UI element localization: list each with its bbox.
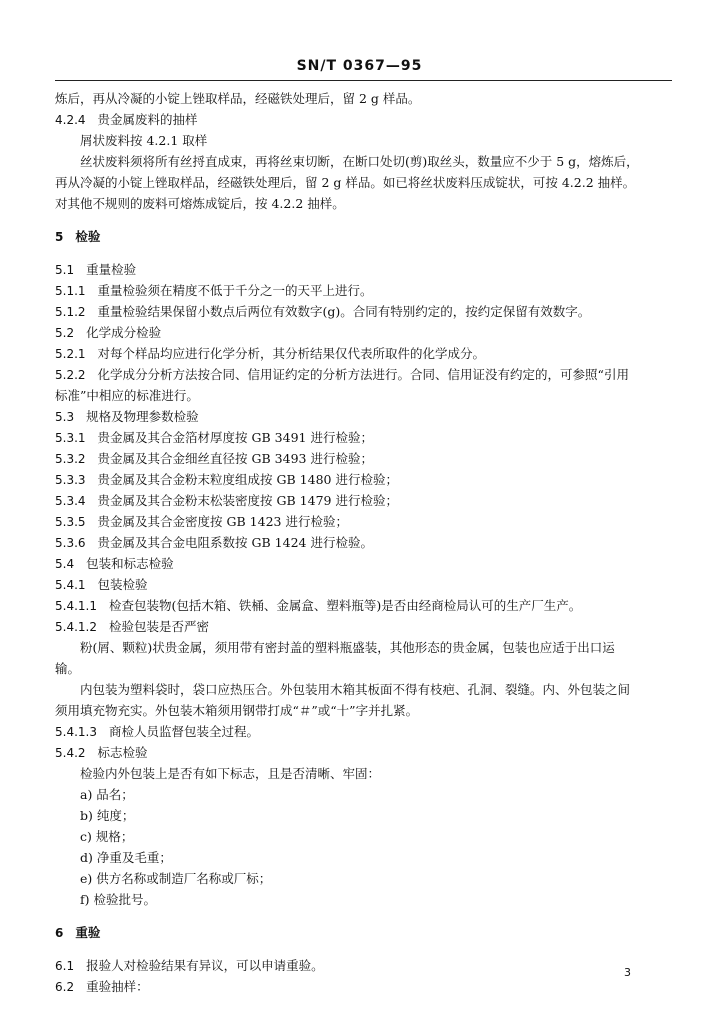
paragraph-line — [55, 826, 675, 847]
line-text: 炼后，再从冷凝的小锭上锉取样品，经磁铁处理后，留 2 g 样品。 — [55, 91, 421, 106]
line-text: 重量检验结果保留小数点后两位有效数字(g)。合同有特别约定的，按约定保留有效数字。 — [97, 304, 591, 319]
paragraph-line — [55, 679, 675, 700]
section-heading — [55, 226, 675, 247]
clause-number: 5.4.1.3 — [55, 725, 97, 739]
clause-line — [55, 109, 675, 130]
clause-line — [55, 469, 675, 490]
line-text: f) 检验批号。 — [80, 892, 156, 907]
line-text: 商检人员监督包装全过程。 — [108, 724, 259, 739]
line-text: 包装检验 — [97, 577, 148, 592]
clause-number: 5.2.2 — [55, 368, 86, 382]
line-text: 贵金属及其合金箔材厚度按 GB 3491 进行检验； — [97, 430, 373, 445]
clause-number: 6.2 — [55, 980, 75, 994]
line-text: 再从冷凝的小锭上锉取样品，经磁铁处理后，留 2 g 样品。如已将丝状废料压成锭状，可按 4.2.2 抽样。 — [55, 175, 636, 190]
clause-number: 5.1 — [55, 263, 75, 277]
paragraph-line — [55, 784, 675, 805]
clause-line — [55, 406, 675, 427]
clause-number: 5.3 — [55, 410, 75, 424]
line-text: d) 净重及毛重； — [80, 850, 172, 865]
clause-line — [55, 595, 675, 616]
clause-line — [55, 553, 675, 574]
line-text: 检查包装物(包括木箱、铁桶、金属盒、塑料瓶等)是否由经商检局认可的生产厂生产。 — [108, 598, 582, 613]
page-number: 3 — [624, 966, 631, 979]
line-text: 内包装为塑料袋时，袋口应热压合。外包装用木箱其板面不得有枝疤、孔洞、裂缝。内、外包装之间 — [80, 682, 631, 697]
clause-line — [55, 322, 675, 343]
clause-line — [55, 301, 675, 322]
line-text: 规格及物理参数检验 — [86, 409, 199, 424]
clause-number: 4.2.4 — [55, 113, 86, 127]
clause-number: 5.3.5 — [55, 515, 86, 529]
line-text: 重验 — [75, 925, 101, 940]
clause-number: 5.3.1 — [55, 431, 86, 445]
line-text: 贵金属及其合金密度按 GB 1423 进行检验； — [97, 514, 348, 529]
clause-line — [55, 448, 675, 469]
clause-number: 5.4.1.2 — [55, 620, 97, 634]
clause-number: 5.1.2 — [55, 305, 86, 319]
line-text: 贵金属及其合金粉末粒度组成按 GB 1480 进行检验； — [97, 472, 398, 487]
line-text: 检验包装是否严密 — [108, 619, 209, 634]
paragraph-line — [55, 88, 675, 109]
line-text: c) 规格； — [80, 829, 134, 844]
clause-line — [55, 721, 675, 742]
line-text: 须用填充物充实。外包装木箱须用钢带打成“＃”或“十”字并扎紧。 — [55, 703, 419, 718]
clause-number: 5.2.1 — [55, 347, 86, 361]
paragraph-line — [55, 658, 675, 679]
line-text: 化学成分检验 — [86, 325, 162, 340]
line-text: 重量检验 — [86, 262, 137, 277]
line-text: 粉(屑、颗粒)状贵金属，须用带有密封盖的塑料瓶盛装，其他形态的贵金属，包装也应适于出口运 — [80, 640, 615, 655]
paragraph-line — [55, 637, 675, 658]
clause-number: 5.3.6 — [55, 536, 86, 550]
line-text: 重验抽样： — [86, 979, 149, 994]
clause-number: 5.3.3 — [55, 473, 86, 487]
clause-number: 5 — [55, 230, 64, 244]
line-text: 屑状废料按 4.2.1 取样 — [80, 133, 208, 148]
clause-line — [55, 364, 675, 385]
line-text: 贵金属及其合金细丝直径按 GB 3493 进行检验； — [97, 451, 373, 466]
line-text: 标准”中相应的标准进行。 — [55, 388, 199, 403]
clause-number: 5.4 — [55, 557, 75, 571]
clause-number: 5.3.2 — [55, 452, 86, 466]
paragraph-line — [55, 193, 675, 214]
paragraph-line — [55, 700, 675, 721]
clause-line — [55, 955, 675, 976]
clause-line — [55, 280, 675, 301]
paragraph-line — [55, 889, 675, 910]
standard-code-header: SN/T 0367—95 — [296, 58, 423, 74]
clause-line — [55, 742, 675, 763]
line-text: a) 品名； — [80, 787, 134, 802]
paragraph-line — [55, 130, 675, 151]
section-heading — [55, 922, 675, 943]
clause-line — [55, 259, 675, 280]
clause-number: 6 — [55, 926, 64, 940]
line-text: b) 纯度； — [80, 808, 135, 823]
line-text: 贵金属及其合金电阻系数按 GB 1424 进行检验。 — [97, 535, 373, 550]
line-text: 包装和标志检验 — [86, 556, 174, 571]
clause-number: 5.4.1.1 — [55, 599, 97, 613]
clause-line — [55, 343, 675, 364]
line-text: 报验人对检验结果有异议，可以申请重验。 — [86, 958, 324, 973]
clause-number: 5.1.1 — [55, 284, 86, 298]
clause-line — [55, 532, 675, 553]
line-text: 化学成分分析方法按合同、信用证约定的分析方法进行。合同、信用证没有约定的，可参照“引用 — [97, 367, 629, 382]
clause-line — [55, 976, 675, 997]
section-spacer — [55, 247, 675, 259]
line-text: 标志检验 — [97, 745, 148, 760]
paragraph-line — [55, 172, 675, 193]
line-text: e) 供方名称或制造厂名称或厂标； — [80, 871, 272, 886]
paragraph-line — [55, 385, 675, 406]
document-body — [55, 88, 675, 997]
paragraph-line — [55, 805, 675, 826]
clause-number: 5.2 — [55, 326, 75, 340]
clause-number: 5.4.1 — [55, 578, 86, 592]
clause-line — [55, 511, 675, 532]
line-text: 检验 — [75, 229, 101, 244]
clause-line — [55, 490, 675, 511]
line-text: 贵金属及其合金粉末松装密度按 GB 1479 进行检验； — [97, 493, 398, 508]
header-rule — [55, 80, 672, 81]
clause-line — [55, 616, 675, 637]
paragraph-line — [55, 763, 675, 784]
paragraph-line — [55, 847, 675, 868]
line-text: 贵金属废料的抽样 — [97, 112, 198, 127]
line-text: 输。 — [55, 661, 81, 676]
clause-line — [55, 427, 675, 448]
line-text: 对其他不规则的废料可熔炼成锭后，按 4.2.2 抽样。 — [55, 196, 345, 211]
paragraph-line — [55, 868, 675, 889]
clause-number: 5.4.2 — [55, 746, 86, 760]
line-text: 检验内外包装上是否有如下标志，且是否清晰、牢固： — [80, 766, 381, 781]
section-spacer — [55, 214, 675, 226]
clause-number: 5.3.4 — [55, 494, 86, 508]
section-spacer — [55, 910, 675, 922]
line-text: 丝状废料须将所有丝捋直成束，再将丝束切断，在断口处切(剪)取丝头，数量应不少于 5 g，熔炼后， — [80, 154, 639, 169]
section-spacer — [55, 943, 675, 955]
paragraph-line — [55, 151, 675, 172]
line-text: 重量检验须在精度不低于千分之一的天平上进行。 — [97, 283, 373, 298]
line-text: 对每个样品均应进行化学分析，其分析结果仅代表所取件的化学成分。 — [97, 346, 486, 361]
clause-number: 6.1 — [55, 959, 75, 973]
clause-line — [55, 574, 675, 595]
